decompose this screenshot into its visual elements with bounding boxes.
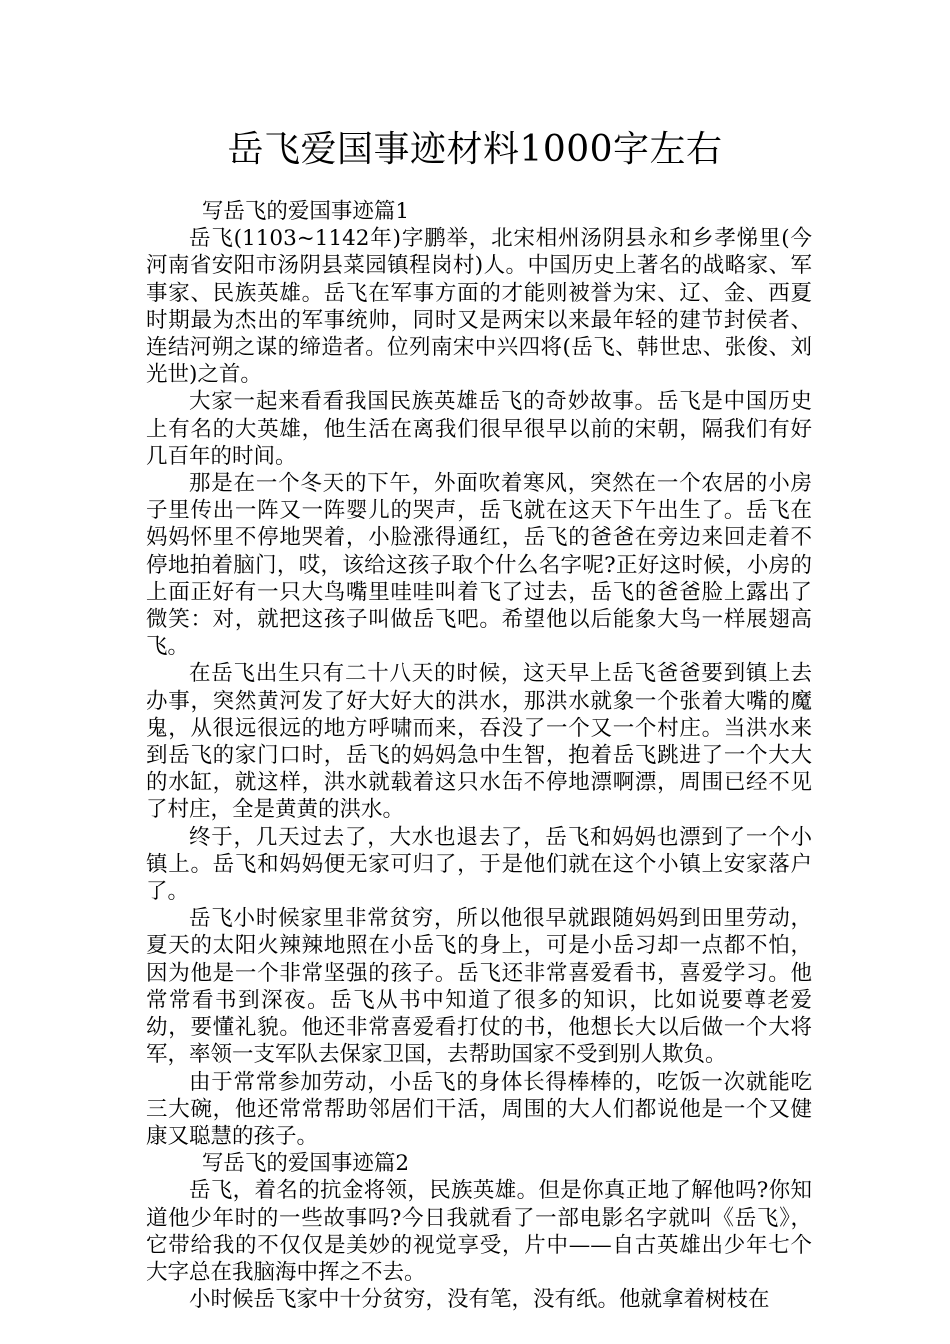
section-heading: 写岳飞的爱国事迹篇1 [201,199,410,224]
paragraph: 岳飞(1103~1142年)字鹏举，北宋相州汤阴县永和乡孝悌里(今河南省安阳市汤阴县菜园镇程岗村)人。中国历史上著名的战略家、军事家、民族英雄。岳飞在军事方面的才能则被誉为宋、辽、金、西夏时期最为杰出的军事统帅，同时又是两宋以来最年轻的建节封侯者、连结河朔之谋的缔造者。位列南宋中兴四将(岳飞、韩世忠、张俊、刘光世)之首。 [146,226,812,388]
document-body [146,198,812,1313]
paragraph: 岳飞，着名的抗金将领，民族英雄。但是你真正地了解他吗?你知道他少年时的一些故事吗?今日我就看了一部电影名字就叫《岳飞》，它带给我的不仅仅是美妙的视觉享受，片中——自古英雄出少年七个大字总在我脑海中挥之不去。 [146,1178,812,1285]
paragraph: 大家一起来看看我国民族英雄岳飞的奇妙故事。岳飞是中国历史上有名的大英雄，他生活在离我们很早很早以前的宋朝，隔我们有好几百年的时间。 [146,389,812,469]
section-heading: 写岳飞的爱国事迹篇2 [201,1151,410,1177]
paragraph: 那是在一个冬天的下午，外面吹着寒风，突然在一个农居的小房子里传出一阵又一阵婴儿的哭声，岳飞就在这天下午出生了。岳飞在妈妈怀里不停地哭着，小脸涨得通红，岳飞的爸爸在旁边来回走着不停地拍着脑门，哎，该给这孩子取个什么名字呢?正好这时候，小房的上面正好有一只大鸟嘴里哇哇叫着飞了过去，岳飞的爸爸脸上露出了微笑：对，就把这孩子叫做岳飞吧。希望他以后能象大鸟一样展翅高飞。 [146,471,812,660]
paragraph: 小时候岳飞家中十分贫穷，没有笔，没有纸。他就拿着树枝在 [189,1287,770,1313]
paragraph: 岳飞小时候家里非常贫穷，所以他很早就跟随妈妈到田里劳动，夏天的太阳火辣辣地照在小岳飞的身上，可是小岳习却一点都不怕，因为他是一个非常坚强的孩子。岳飞还非常喜爱看书，喜爱学习。他常常看书到深夜。岳飞从书中知道了很多的知识，比如说要尊老爱幼，要懂礼貌。他还非常喜爱看打仗的书，他想长大以后做一个大将军，率领一支军队去保家卫国，去帮助国家不受到别人欺负。 [146,906,812,1068]
paragraph: 由于常常参加劳动，小岳飞的身体长得棒棒的，吃饭一次就能吃三大碗，他还常常帮助邻居们干活，周围的大人们都说他是一个又健康又聪慧的孩子。 [146,1069,812,1149]
paragraph: 终于，几天过去了，大水也退去了，岳飞和妈妈也漂到了一个小镇上。岳飞和妈妈便无家可归了，于是他们就在这个小镇上安家落户了。 [146,824,812,905]
document-title: 岳飞爱国事迹材料1000字左右 [227,129,723,170]
paragraph: 在岳飞出生只有二十八天的时候，这天早上岳飞爸爸要到镇上去办事，突然黄河发了好大好大的洪水，那洪水就象一个张着大嘴的魔鬼，从很远很远的地方呼啸而来，吞没了一个又一个村庄。当洪水来到岳飞的家门口时，岳飞的妈妈急中生智，抱着岳飞跳进了一个大大的水缸，就这样，洪水就载着这只水缶不停地漂啊漂，周围已经不见了村庄，全是黄黄的洪水。 [146,661,812,823]
